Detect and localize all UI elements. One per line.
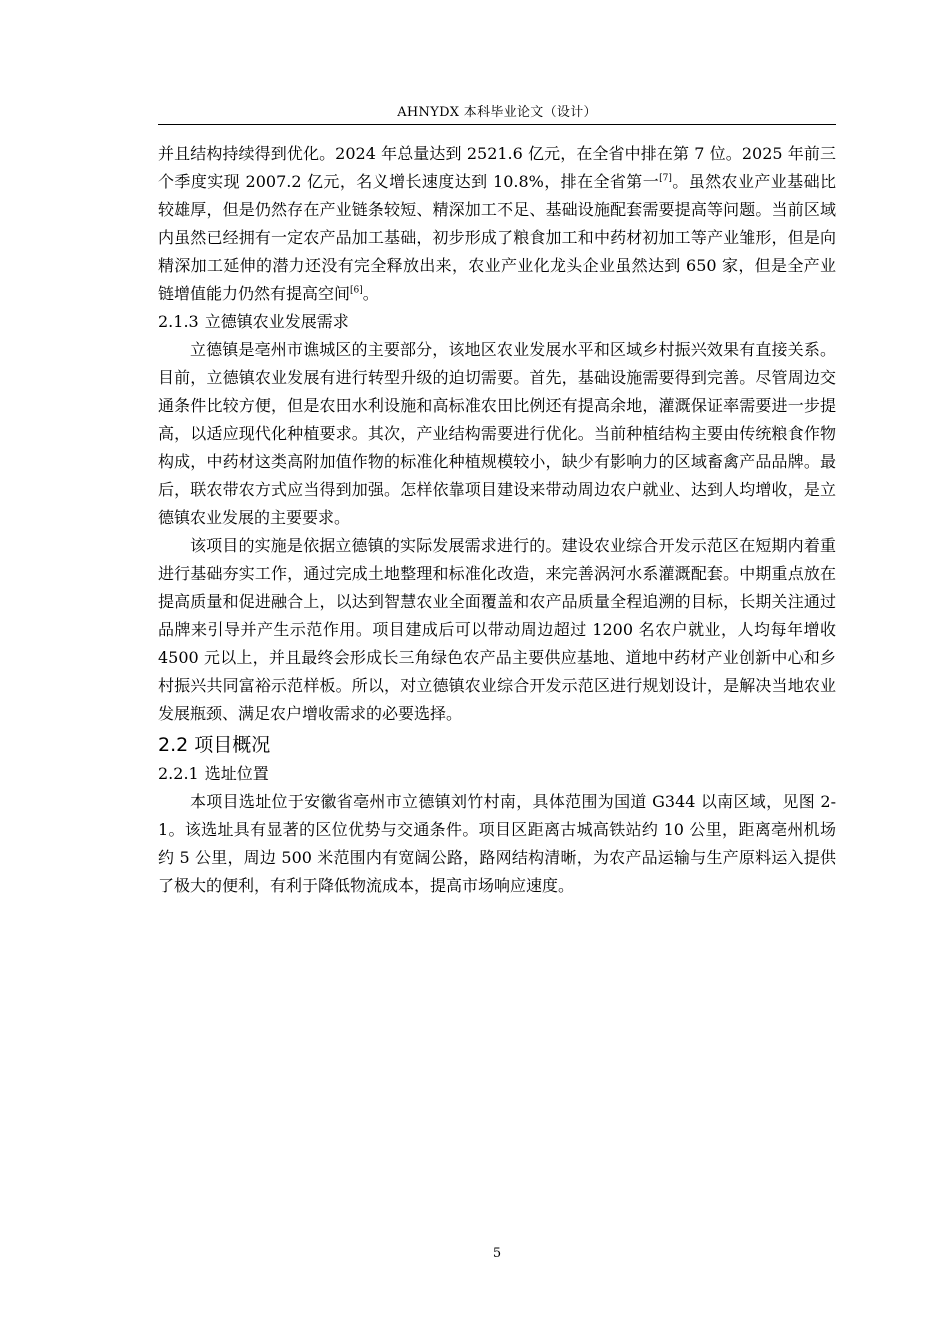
paragraph-text: 。 xyxy=(362,284,379,303)
page-header: AHNYDX 本科毕业论文（设计） xyxy=(397,105,597,120)
section-number: 2.2 xyxy=(158,734,189,756)
paragraph-industry-overview xyxy=(158,140,836,308)
section-number: 2.2.1 xyxy=(158,764,199,783)
page-body xyxy=(158,140,836,900)
subsection-heading-2-1-3 xyxy=(158,308,836,336)
paragraph-text: 并且结构持续得到优化。2024 年总量达到 2521.6 亿元，在全省中排在第 7 位。2025 年前三个季度实现 2007.2 亿元，名义增长速度达到 10.8%，排在全省第一 xyxy=(158,144,836,191)
citation-ref: [7] xyxy=(659,173,672,184)
section-title: 立德镇农业发展需求 xyxy=(204,312,349,331)
paragraph-project-implementation: 该项目的实施是依据立德镇的实际发展需求进行的。建设农业综合开发示范区在短期内着重进行基础夯实工作，通过完成土地整理和标准化改造，来完善涡河水系灌溉配套。中期重点放在提高质量和促进融合上，以达到智慧农业全面覆盖和农产品质量全程追溯的目标，长期关注通过品牌来引导并产生示范作用。项目建成后可以带动周边超过 1200 名农户就业，人均每年增收 4500 元以上，并且最终会形成长三角绿色农产品主要供应基地、道地中药材产业创新中心和乡村振兴共同富裕示范样板。所以，对立德镇农业综合开发示范区进行规划设计，是解决当地农业发展瓶颈、满足农户增收需求的必要选择。 xyxy=(158,536,836,723)
subsection-heading-2-2-1 xyxy=(158,760,836,788)
section-title: 项目概况 xyxy=(194,734,271,756)
section-number: 2.1.3 xyxy=(158,312,199,331)
citation-ref: [6] xyxy=(350,285,363,296)
page-number: 5 xyxy=(492,1246,502,1261)
section-title: 选址位置 xyxy=(204,764,269,783)
paragraph-text: 。虽然农业产业基础比较雄厚，但是仍然存在产业链条较短、精深加工不足、基础设施配套需要提高等问题。当前区域内虽然已经拥有一定农产品加工基础，初步形成了粮食加工和中药材初加工等产业雏形，但是向精深加工延伸的潜力还没有完全释放出来，农业产业化龙头企业虽然达到 650 家，但是全产业链增值能力仍然有提高空间 xyxy=(158,172,836,303)
paragraph-development-needs: 立德镇是亳州市谯城区的主要部分，该地区农业发展水平和区域乡村振兴效果有直接关系。目前，立德镇农业发展有进行转型升级的迫切需要。首先，基础设施需要得到完善。尽管周边交通条件比较方便，但是农田水利设施和高标准农田比例还有提高余地，灌溉保证率需要进一步提高，以适应现代化种植要求。其次，产业结构需要进行优化。当前种植结构主要由传统粮食作物构成，中药材这类高附加值作物的标准化种植规模较小，缺少有影响力的区域畜禽产品品牌。最后，联农带农方式应当得到加强。怎样依靠项目建设来带动周边农户就业、达到人均增收，是立德镇农业发展的主要要求。 xyxy=(158,340,836,527)
header-rule xyxy=(158,124,836,125)
paragraph-site-location: 本项目选址位于安徽省亳州市立德镇刘竹村南，具体范围为国道 G344 以南区域，见图 2-1。该选址具有显著的区位优势与交通条件。项目区距离古城高铁站约 10 公里，距离亳州机场约 5 公里，周边 500 米范围内有宽阔公路，路网结构清晰，为农产品运输与生产原料运入提供了极大的便利，有利于降低物流成本，提高市场响应速度。 xyxy=(158,792,836,895)
section-heading-2-2 xyxy=(158,730,836,760)
